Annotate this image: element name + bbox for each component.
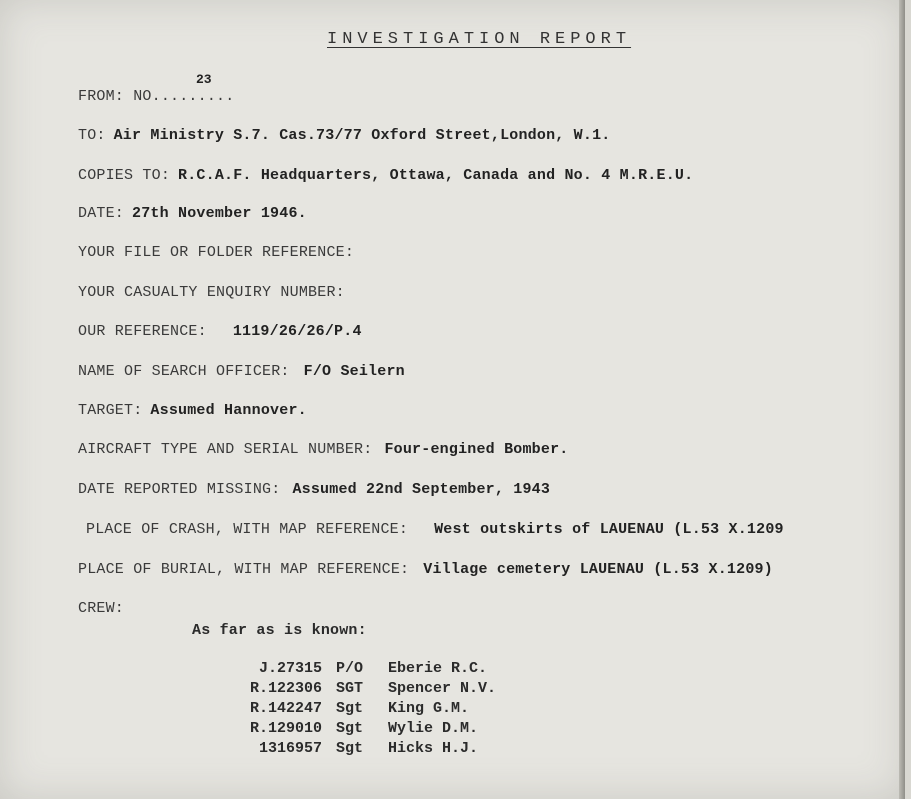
target-label: TARGET:	[78, 402, 143, 419]
crew-note: As far as is known:	[192, 622, 367, 639]
our-reference-value: 1119/26/26/P.4	[232, 323, 362, 340]
crew-row	[230, 680, 496, 697]
rank: Sgt	[336, 700, 364, 717]
from-label: FROM: NO.........	[78, 88, 235, 105]
casualty-line	[78, 284, 345, 301]
file-ref-label: YOUR FILE OR FOLDER REFERENCE:	[78, 244, 355, 261]
service-number: R.122306	[249, 680, 322, 697]
crew-name: Spencer N.V.	[388, 680, 497, 697]
to-label: TO:	[78, 127, 106, 144]
page-edge	[899, 0, 905, 799]
date-value: 27th November 1946.	[132, 205, 307, 222]
place-of-crash-value: West outskirts of LAUENAU (L.53 X.1209	[434, 521, 784, 538]
date-missing-line	[78, 481, 550, 498]
rank: Sgt	[336, 720, 364, 737]
date-missing-value: Assumed 22nd September, 1943	[292, 481, 551, 498]
file-ref-line	[78, 244, 354, 261]
search-officer-value: F/O Seilern	[303, 363, 405, 380]
copies-to-line	[78, 167, 693, 184]
from-number: 23	[196, 72, 212, 87]
date-missing-label: DATE REPORTED MISSING:	[78, 481, 281, 498]
crew-name: King G.M.	[388, 700, 470, 717]
to-value: Air Ministry S.7. Cas.73/77 Oxford Street,London, W.1.	[113, 127, 611, 144]
place-of-burial-value: Village cemetery LAUENAU (L.53 X.1209)	[423, 561, 773, 578]
copies-to-value: R.C.A.F. Headquarters, Ottawa, Canada and No. 4 M.R.E.U.	[178, 167, 694, 184]
place-of-crash-label: PLACE OF CRASH, WITH MAP REFERENCE:	[86, 521, 409, 538]
crew-line	[78, 600, 124, 617]
date-label: DATE:	[78, 205, 125, 222]
service-number: R.142247	[249, 700, 322, 717]
crew-label: CREW:	[78, 600, 125, 617]
service-number: 1316957	[258, 740, 322, 757]
our-reference-label: OUR REFERENCE:	[78, 323, 207, 340]
place-of-crash-line	[86, 521, 784, 538]
search-officer-label: NAME OF SEARCH OFFICER:	[78, 363, 290, 380]
crew-row	[230, 700, 469, 717]
crew-row	[230, 660, 487, 677]
aircraft-label: AIRCRAFT TYPE AND SERIAL NUMBER:	[78, 441, 373, 458]
rank: P/O	[336, 660, 364, 677]
crew-row	[230, 720, 478, 737]
service-number: R.129010	[249, 720, 322, 737]
to-line	[78, 127, 611, 144]
target-line	[78, 402, 307, 419]
our-reference-line	[78, 323, 362, 340]
aircraft-line	[78, 441, 568, 458]
search-officer-line	[78, 363, 405, 380]
crew-name: Wylie D.M.	[388, 720, 479, 737]
crew-name: Hicks H.J.	[388, 740, 479, 757]
rank: Sgt	[336, 740, 364, 757]
aircraft-value: Four-engined Bomber.	[384, 441, 569, 458]
crew-row	[230, 740, 478, 757]
from-line	[78, 88, 234, 105]
date-line	[78, 205, 307, 222]
casualty-label: YOUR CASUALTY ENQUIRY NUMBER:	[78, 284, 345, 301]
copies-to-label: COPIES TO:	[78, 167, 171, 184]
place-of-burial-label: PLACE OF BURIAL, WITH MAP REFERENCE:	[78, 561, 410, 578]
target-value: Assumed Hannover.	[150, 402, 307, 419]
service-number: J.27315	[258, 660, 322, 677]
report-title: INVESTIGATION REPORT	[327, 30, 632, 49]
rank: SGT	[336, 680, 364, 697]
crew-name: Eberie R.C.	[388, 660, 488, 677]
place-of-burial-line	[78, 561, 773, 578]
